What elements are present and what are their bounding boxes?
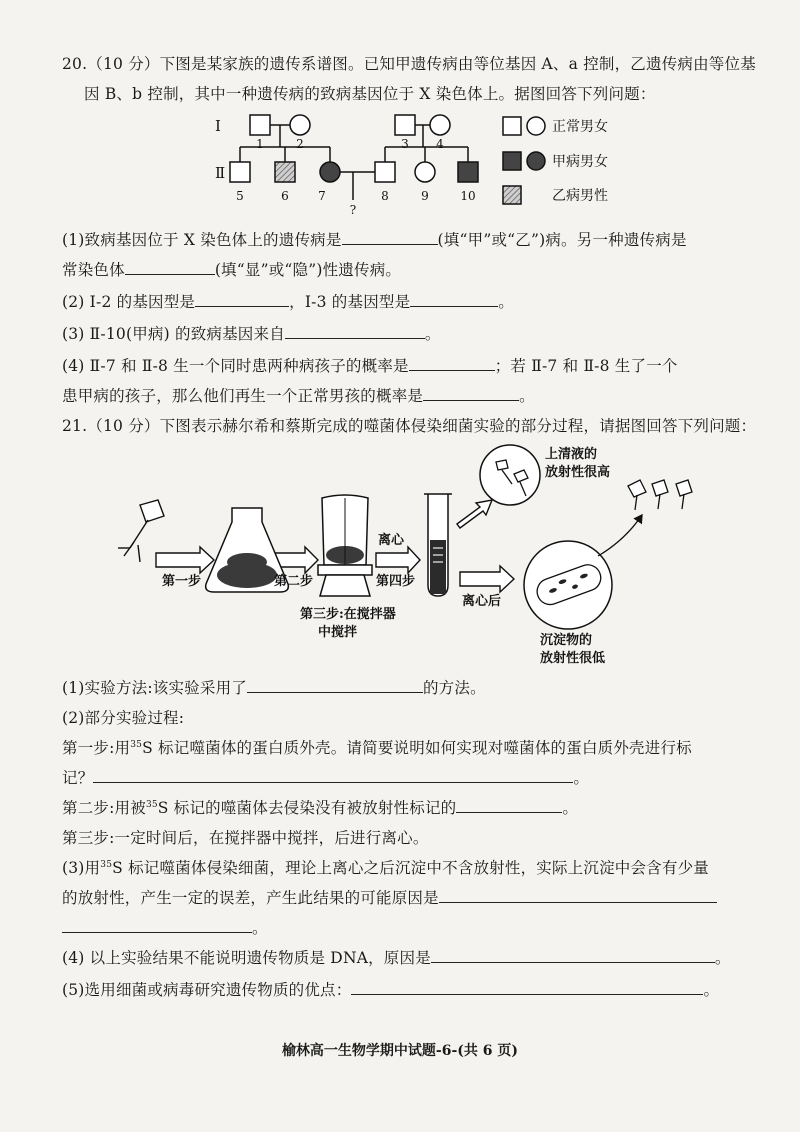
q20-part2-line — [62, 290, 514, 312]
answer-blank-q21-3b[interactable] — [62, 918, 252, 933]
q20-part3-text-b: 。 — [424, 325, 441, 343]
q20-part1-line2 — [62, 258, 401, 280]
q20-part4-text-c: 患甲病的孩子，那么他们再生一个正常男孩的概率是 — [62, 387, 424, 405]
q21-part5-text-b: 。 — [703, 981, 720, 999]
q20-intro-line1: 20.（10 分）下图是某家族的遗传系谱图。已知甲遗传病由等位基因 A、a 控制，乙遗传病由等位基 — [62, 55, 756, 73]
individual-7-id: 7 — [318, 189, 326, 203]
q21-part1-text-a: (1)实验方法:该实验采用了 — [62, 679, 247, 697]
answer-blank-q21-4[interactable] — [431, 948, 715, 963]
q21-part4-line — [62, 946, 731, 968]
step3-label-line1: 第三步:在搅拌器 — [300, 607, 396, 622]
legend-disease-b: 乙病男性 — [552, 188, 608, 204]
page-footer: 榆林高一生物学期中试题-6-(共 6 页) — [281, 1043, 519, 1059]
q21-part3-line3 — [62, 916, 268, 938]
q21-part3-text-a: (3)用 — [62, 859, 101, 877]
q20-part4-line2 — [62, 384, 535, 406]
q20-part2-text-b: ，Ⅰ-3 的基因型是 — [289, 293, 411, 311]
q20-part4-text-a: (4) Ⅱ-7 和 Ⅱ-8 生一个同时患两种病孩子的概率是 — [62, 357, 409, 375]
isotope-35-superscript: 35 — [145, 799, 158, 810]
after-centrifuge-label: 离心后 — [462, 594, 502, 609]
phage-experiment-diagram — [0, 440, 800, 670]
step2-label: 第二步 — [274, 574, 314, 589]
answer-blank-q20-1a[interactable] — [342, 230, 438, 245]
q21-step1-line1 — [62, 736, 692, 758]
individual-8-id: 8 — [381, 189, 389, 203]
individual-9-id: 9 — [421, 189, 429, 203]
q21-step1-text-c: 记？ — [62, 769, 94, 787]
precipitate-label-line1: 沉淀物的 — [540, 633, 593, 648]
q20-part1-text-c: 常染色体 — [62, 261, 125, 279]
answer-blank-q21-1[interactable] — [247, 678, 423, 693]
q21-step2-text-a: 第二步:用被 — [62, 799, 146, 817]
precipitate-label-line2: 放射性很低 — [540, 651, 606, 666]
q20-part4-text-b: ；若 Ⅱ-7 和 Ⅱ-8 生了一个 — [494, 357, 678, 375]
individual-1-id: 1 — [256, 137, 264, 151]
individual-6-id: 6 — [281, 189, 289, 203]
centrifuge-label: 离心 — [378, 533, 405, 548]
individual-10-id: 10 — [460, 189, 476, 203]
q21-part3-line2 — [62, 886, 717, 908]
step3-label-line2: 中搅拌 — [318, 625, 358, 640]
supernatant-label-line2: 放射性很高 — [545, 465, 611, 480]
q21-step3-line: 第三步:一定时间后，在搅拌器中搅拌，后进行离心。 — [62, 829, 429, 847]
q21-part5-line — [62, 978, 719, 1000]
q21-step1-text-d: 。 — [573, 769, 590, 787]
q21-intro: 21.（10 分）下图表示赫尔希和蔡斯完成的噬菌体侵染细菌实验的部分过程，请据图回答下列问题： — [62, 417, 757, 435]
generation-2-label: Ⅱ — [215, 164, 226, 182]
q20-part1-text-b: (填“甲”或“乙”)病。另一种遗传病是 — [437, 231, 687, 249]
legend-disease-a: 甲病男女 — [552, 154, 608, 170]
q21-step2-text-b: S 标记的噬菌体去侵染没有被放射性标记的 — [157, 799, 457, 817]
q21-part3-text-b: S 标记噬菌体侵染细菌，理论上离心之后沉淀中不含放射性，实际上沉淀中会含有少量 — [112, 859, 709, 877]
q21-part3-text-c: 的放射性，产生一定的误差，产生此结果的可能原因是 — [62, 889, 439, 907]
q20-intro-line2: 因 B、b 控制，其中一种遗传病的致病基因位于 X 染色体上。据图回答下列问题： — [84, 85, 656, 103]
q21-part2-title: (2)部分实验过程: — [62, 709, 185, 727]
q20-part1-text-d: (填“显”或“隐”)性遗传病。 — [214, 261, 402, 279]
supernatant-label-line1: 上清液的 — [545, 447, 598, 462]
q21-part1-line — [62, 676, 486, 698]
q21-part3-line1 — [62, 856, 709, 878]
individual-4-id: 4 — [436, 137, 444, 151]
individual-3-id: 3 — [401, 137, 409, 151]
q20-part2-text-a: (2) Ⅰ-2 的基因型是 — [62, 293, 196, 311]
pedigree-chart — [0, 100, 800, 230]
individual-5-id: 5 — [236, 189, 244, 203]
q21-step2-text-c: 。 — [562, 799, 579, 817]
answer-blank-q20-3[interactable] — [285, 324, 425, 339]
answer-blank-q20-4b[interactable] — [423, 386, 519, 401]
answer-blank-q21-3a[interactable] — [439, 888, 717, 903]
answer-blank-q21-2b[interactable] — [456, 798, 562, 813]
q21-part4-text-a: (4) 以上实验结果不能说明遗传物质是 DNA，原因是 — [62, 949, 431, 967]
q20-part3-text-a: (3) Ⅱ-10(甲病) 的致病基因来自 — [62, 325, 285, 343]
q21-part4-text-b: 。 — [714, 949, 731, 967]
isotope-35-superscript: 35 — [130, 739, 143, 750]
q21-step2-line — [62, 796, 578, 818]
step1-label: 第一步 — [162, 574, 202, 589]
unknown-child-label: ? — [349, 203, 357, 217]
q20-part3-line — [62, 322, 441, 344]
q21-part3-text-d: 。 — [252, 919, 268, 937]
answer-blank-q21-5[interactable] — [351, 980, 703, 995]
q20-part4-line1 — [62, 354, 678, 376]
answer-blank-q20-4a[interactable] — [409, 356, 495, 371]
legend-normal: 正常男女 — [552, 119, 608, 135]
q21-part5-text-a: (5)选用细菌或病毒研究遗传物质的优点： — [62, 981, 352, 999]
q20-part1-text-a: (1)致病基因位于 X 染色体上的遗传病是 — [62, 231, 342, 249]
q20-part4-text-d: 。 — [519, 387, 535, 405]
step4-label: 第四步 — [376, 574, 416, 589]
q21-step1-text-a: 第一步:用 — [62, 739, 131, 757]
answer-blank-q20-2b[interactable] — [410, 292, 498, 307]
answer-blank-q20-2a[interactable] — [195, 292, 289, 307]
answer-blank-q20-1b[interactable] — [125, 260, 215, 275]
q20-part2-text-c: 。 — [498, 293, 514, 311]
q21-step1-line2 — [62, 766, 589, 788]
answer-blank-q21-2a[interactable] — [93, 768, 573, 783]
q21-part1-text-b: 的方法。 — [422, 679, 486, 697]
q20-part1-line1 — [62, 228, 687, 250]
individual-2-id: 2 — [296, 137, 304, 151]
generation-1-label: Ⅰ — [215, 117, 221, 135]
q21-step1-text-b: S 标记噬菌体的蛋白质外壳。请简要说明如何实现对噬菌体的蛋白质外壳进行标 — [142, 739, 692, 757]
isotope-35-superscript: 35 — [100, 859, 113, 870]
